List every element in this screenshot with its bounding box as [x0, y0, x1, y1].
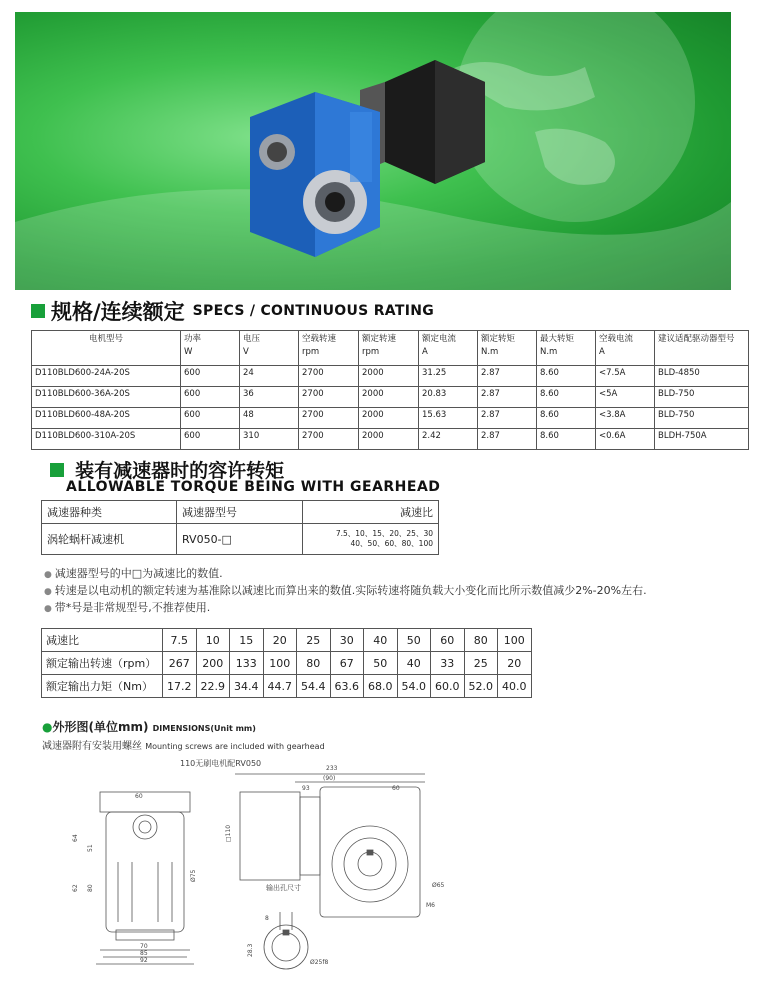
torque-title-cn: 装有减速器时的容许转矩 — [75, 460, 285, 482]
svg-text:□110: □110 — [225, 824, 232, 842]
svg-text:60: 60 — [392, 785, 400, 792]
svg-text:93: 93 — [302, 785, 310, 792]
specs-table — [31, 330, 749, 450]
side-view — [235, 774, 425, 917]
specs-header-cell: 额定电流 A — [419, 331, 478, 366]
table-row: 额定输出转速（rpm） 267 200 133 100 80 67 50 40 33 25 20 — [42, 652, 532, 675]
ratio-table — [41, 628, 532, 698]
output-hole-view — [264, 912, 308, 969]
svg-text:(90): (90) — [323, 775, 336, 782]
svg-text:85: 85 — [140, 950, 148, 957]
svg-text:233: 233 — [326, 765, 338, 772]
specs-header-cell: 额定转速 rpm — [359, 331, 419, 366]
table-row: 额定输出力矩（Nm） 17.2 22.9 34.4 44.7 54.4 63.6 68.0 54.0 60.0 52.0 40.0 — [42, 675, 532, 698]
specs-header-cell: 空载转速 rpm — [299, 331, 359, 366]
gearhead-header-row: 减速器种类 减速器型号 减速比 — [42, 501, 439, 524]
svg-text:70: 70 — [140, 943, 148, 950]
svg-text:51: 51 — [87, 844, 94, 852]
svg-text:输出孔尺寸: 输出孔尺寸 — [266, 884, 301, 892]
front-view — [96, 792, 194, 964]
specs-title-cn: 规格/连续额定 — [51, 300, 185, 324]
svg-text:80: 80 — [87, 884, 94, 892]
product-illustration — [15, 12, 731, 290]
green-square-icon — [31, 304, 45, 318]
specs-header-cell: 电机型号 — [32, 331, 181, 366]
gearhead-table — [41, 500, 439, 555]
table-row: 涡轮蜗杆减速机 RV050-□ 7.5、10、15、20、25、30 40、50、60、80、100 — [42, 524, 439, 555]
list-item: ● 减速器型号的中□为减速比的数值. — [44, 566, 647, 583]
specs-header-cell: 最大转矩 N.m — [537, 331, 596, 366]
svg-text:M6: M6 — [426, 902, 435, 909]
specs-header-row — [32, 331, 749, 366]
dimensions-subtitle: 减速器附有安装用螺丝 Mounting screws are included with gearhead — [42, 741, 325, 752]
table-row: 减速比 7.5 10 15 20 25 30 40 50 60 80 100 — [42, 629, 532, 652]
table-row: D110BLD600-24A-20S 600 24 2700 2000 31.25 2.87 8.60 <7.5A BLD-4850 — [32, 366, 749, 387]
specs-title-en: SPECS / CONTINUOUS RATING — [192, 303, 435, 319]
table-row: D110BLD600-310A-20S 600 310 2700 2000 2.42 2.87 8.60 <0.6A BLDH-750A — [32, 429, 749, 450]
specs-header-cell: 空载电流 A — [596, 331, 655, 366]
svg-text:64: 64 — [72, 834, 79, 842]
svg-text:Ø65: Ø65 — [432, 882, 445, 889]
specs-header-cell: 功率 W — [181, 331, 240, 366]
table-row: D110BLD600-48A-20S 600 48 2700 2000 15.63 2.87 8.60 <3.8A BLD-750 — [32, 408, 749, 429]
svg-text:Ø75: Ø75 — [190, 869, 197, 882]
svg-text:92: 92 — [140, 957, 148, 964]
notes-list — [44, 566, 647, 617]
svg-text:62: 62 — [72, 884, 79, 892]
list-item: ● 转速是以电动机的额定转速为基准除以减速比而算出来的数值.实际转速将随负载大小变化而比所示数值减少2%-20%左右. — [44, 583, 647, 600]
green-square-icon — [50, 463, 64, 477]
gearbox-icon — [250, 92, 380, 257]
dimension-drawing — [40, 752, 470, 974]
torque-title-en: ALLOWABLE TORQUE BEING WITH GEARHEAD — [66, 479, 441, 495]
specs-header-cell: 电压 V — [240, 331, 299, 366]
table-row: D110BLD600-36A-20S 600 36 2700 2000 20.83 2.87 8.60 <5A BLD-750 — [32, 387, 749, 408]
bullet-icon: ● — [42, 720, 53, 734]
svg-text:8: 8 — [265, 915, 269, 922]
product-banner — [15, 12, 731, 290]
svg-text:Ø25f8: Ø25f8 — [310, 959, 329, 966]
specs-header-cell: 建议适配驱动器型号 — [655, 331, 749, 366]
specs-header-cell: 额定转矩 N.m — [478, 331, 537, 366]
drawing-title: 110无刷电机配RV050 — [180, 759, 262, 768]
svg-text:60: 60 — [135, 793, 143, 800]
specs-heading — [31, 296, 434, 326]
svg-text:28.3: 28.3 — [247, 943, 254, 957]
list-item: ● 带*号是非常规型号,不推荐使用. — [44, 600, 647, 617]
dimensions-heading: ●外形图(单位mm) DIMENSIONS(Unit mm) — [42, 720, 256, 734]
